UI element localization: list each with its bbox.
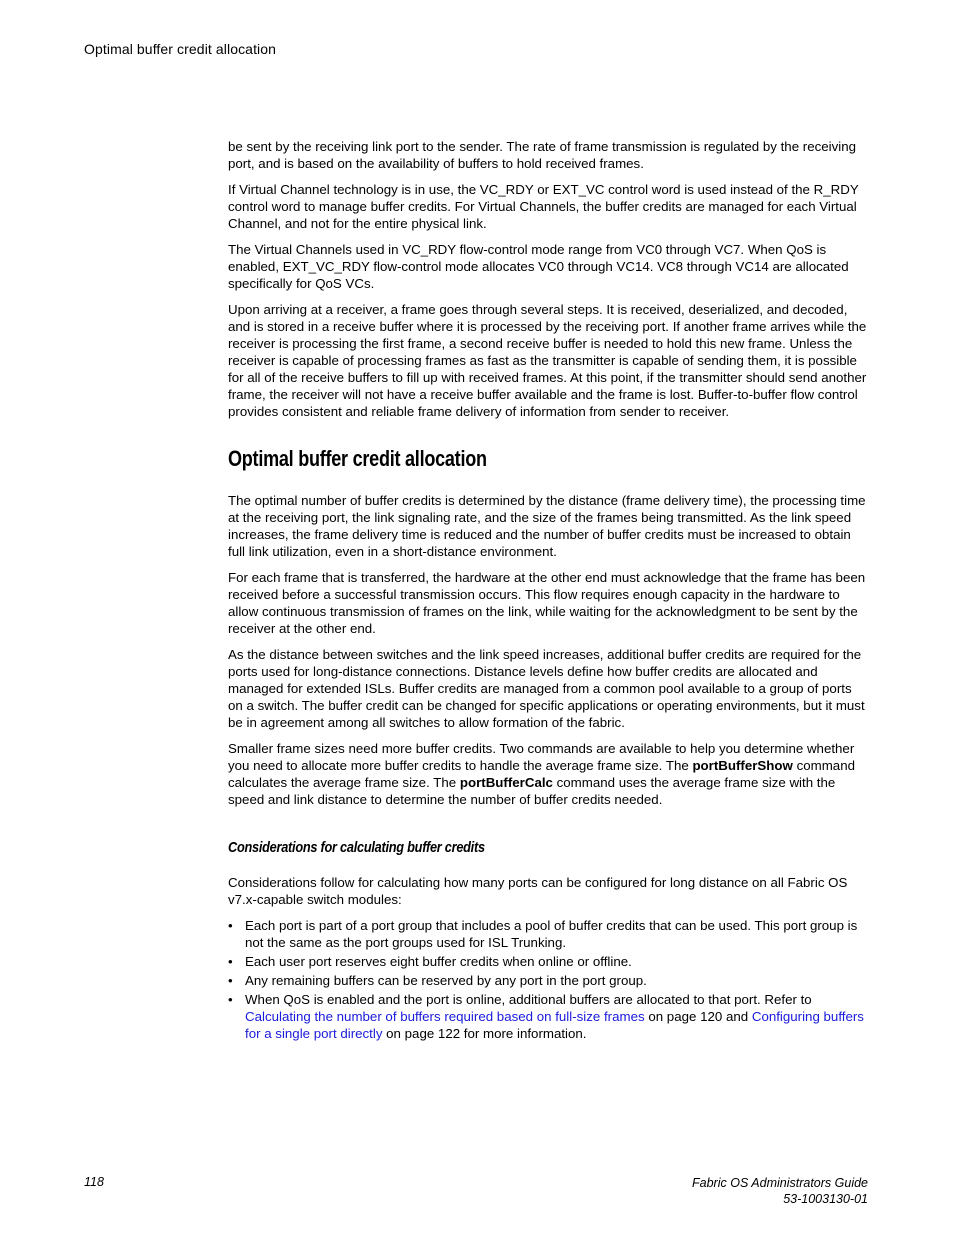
considerations-list: [228, 917, 868, 1042]
link-calculating-buffers[interactable]: Calculating the number of buffers required based on full-size frames: [245, 1009, 645, 1024]
list-item-text-2: on page 120 and: [644, 1009, 752, 1024]
intro-paragraph-1: be sent by the receiving link port to the sender. The rate of frame transmission is regulated by the receiving port, and is based on the availability of buffers to hold received frames.: [228, 139, 856, 171]
section-paragraph-1: The optimal number of buffer credits is determined by the distance (frame delivery time), the processing time at the receiving port, the link signaling rate, and the size of the frames being transmitted. As the link speed increases, the frame delivery time is reduced and the number of buffer credits must be increased to obtain full link utilization, even in a short-distance environment.: [228, 493, 866, 559]
section-paragraph-3: As the distance between switches and the link speed increases, additional buffer credits are required for the ports used for long-distance connections. Distance levels define how buffer credits are allocated and managed for extended ISLs. Buffer credits are managed from a common pool available to a group of ports on a switch. The buffer credit can be changed for specific applications or operating environments, but it must be in agreement among all switches to allow formation of the fabric.: [228, 647, 865, 730]
intro-paragraph-2: If Virtual Channel technology is in use, the VC_RDY or EXT_VC control word is used instead of the R_RDY control word to manage buffer credits. For Virtual Channels, the buffer credits are managed for each Virtual Channel, and not for the entire physical link.: [228, 182, 859, 231]
list-item-text: Each port is part of a port group that includes a pool of buffer credits that can be used. This port group is not the same as the port groups used for ISL Trunking.: [245, 918, 858, 950]
list-item: [228, 991, 868, 1042]
link-configuring-buffers[interactable]: Configuring buffers for a single port directly: [245, 1009, 864, 1041]
page-number: 118: [84, 1175, 104, 1189]
command-portbuffershow: portBufferShow: [692, 758, 793, 773]
section-heading: Optimal buffer credit allocation: [228, 446, 487, 471]
running-head: Optimal buffer credit allocation: [84, 41, 277, 57]
intro-paragraph-4: Upon arriving at a receiver, a frame goes through several steps. It is received, deserialized, and decoded, and is stored in a receive buffer where it is processed by the receiving port. If another frame arrives while the receiver is processing the first frame, a second receive buffer is needed to hold this new frame. Unless the receiver is capable of processing frames as fast as the transmitter is capable of sending them, it is possible for all of the receive buffers to fill up with received frames. At this point, if the transmitter should send another frame, the receiver will not have a receive buffer available and the frame is lost. Buffer-to-buffer flow control provides consistent and reliable frame delivery of information from sender to receiver.: [228, 302, 867, 419]
subsection-intro: Considerations follow for calculating how many ports can be configured for long distance on all Fabric OS v7.x-capable switch modules:: [228, 875, 848, 907]
list-item-text-3: on page 122 for more information.: [382, 1026, 587, 1041]
list-item: [228, 917, 868, 951]
list-item-text: Each user port reserves eight buffer credits when online or offline.: [245, 954, 632, 969]
doc-title: Fabric OS Administrators Guide: [692, 1176, 868, 1190]
section-paragraph-2: For each frame that is transferred, the hardware at the other end must acknowledge that the frame has been received before a successful transmission occurs. This flow requires enough capacity in the hardware to allow continuous transmission of frames on the link, while waiting for the acknowledgment to be sent by the receiver at the other end.: [228, 570, 866, 636]
commands-text-3: command uses the average frame size with the speed and link distance to determine the number of buffer credits needed.: [228, 775, 836, 807]
commands-text-1: Smaller frame sizes need more buffer credits. Two commands are available to help you determine whether you need to allocate more buffer credits to handle the average frame size. The: [228, 741, 855, 773]
doc-info: [692, 1175, 868, 1207]
page-body: [228, 138, 868, 1044]
list-item-text: Any remaining buffers can be reserved by any port in the port group.: [245, 973, 647, 988]
bullet-marker: •: [228, 918, 233, 933]
commands-text-2: command calculates the average frame size. The: [228, 758, 855, 790]
bullet-marker: •: [228, 954, 233, 969]
list-item: [228, 972, 868, 989]
list-item-text-1: When QoS is enabled and the port is online, additional buffers are allocated to that port. Refer to: [245, 992, 812, 1007]
subsection-heading: Considerations for calculating buffer credits: [228, 839, 485, 856]
doc-number: 53-1003130-01: [783, 1192, 868, 1206]
bullet-marker: •: [228, 973, 233, 988]
bullet-marker: •: [228, 992, 233, 1007]
list-item: [228, 953, 868, 970]
intro-paragraph-3: The Virtual Channels used in VC_RDY flow-control mode range from VC0 through VC7. When QoS is enabled, EXT_VC_RDY flow-control mode allocates VC0 through VC14. VC8 through VC14 are allocated specifically for QoS VCs.: [228, 242, 849, 291]
command-portbuffercalc: portBufferCalc: [459, 775, 553, 790]
commands-paragraph: [228, 740, 868, 808]
